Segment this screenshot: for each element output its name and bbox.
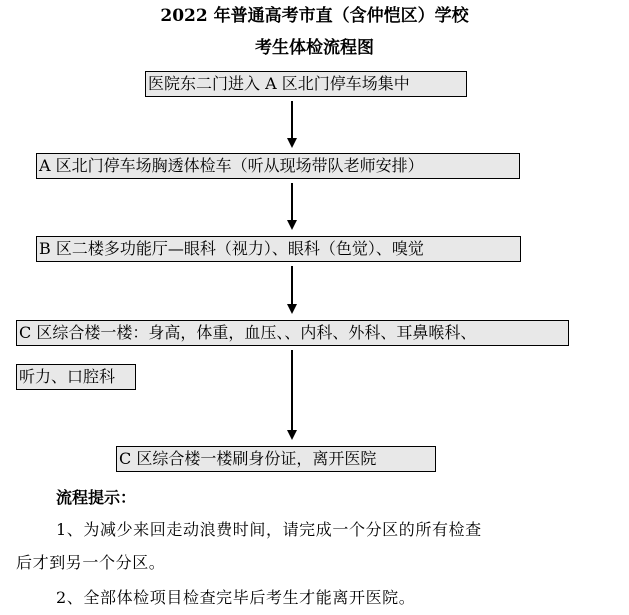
tips-heading: 流程提示： bbox=[56, 488, 137, 507]
flow-arrow-3-icon bbox=[287, 266, 297, 314]
flow-arrow-4-icon bbox=[287, 350, 297, 440]
flow-step-4-line2: 听力、口腔科 bbox=[16, 364, 136, 390]
tip-1-line2: 后才到另一个分区。 bbox=[16, 553, 166, 572]
flow-step-1: 医院东二门进入 A 区北门停车场集中 bbox=[145, 71, 467, 97]
document-title-line2: 考生体检流程图 bbox=[255, 38, 374, 58]
flow-step-5: C 区综合楼一楼刷身份证，离开医院 bbox=[116, 446, 436, 472]
flow-step-4-line1: C 区综合楼一楼：身高，体重，血压、、内科、外科、耳鼻喉科、 bbox=[16, 320, 569, 346]
tip-2: 2、全部体检项目检查完毕后考生才能离开医院。 bbox=[56, 588, 416, 607]
flow-arrow-2-icon bbox=[287, 183, 297, 230]
flow-step-3: B 区二楼多功能厅—眼科（视力）、眼科（色觉）、嗅觉 bbox=[36, 236, 521, 262]
flow-arrow-1-icon bbox=[287, 101, 297, 148]
document-title-line1: 2022 年普通高考市直（含仲恺区）学校 bbox=[160, 6, 469, 26]
tip-1-line1: 1、为减少来回走动浪费时间，请完成一个分区的所有检查 bbox=[56, 520, 482, 539]
flow-step-2: A 区北门停车场胸透体检车（听从现场带队老师安排） bbox=[36, 153, 520, 179]
